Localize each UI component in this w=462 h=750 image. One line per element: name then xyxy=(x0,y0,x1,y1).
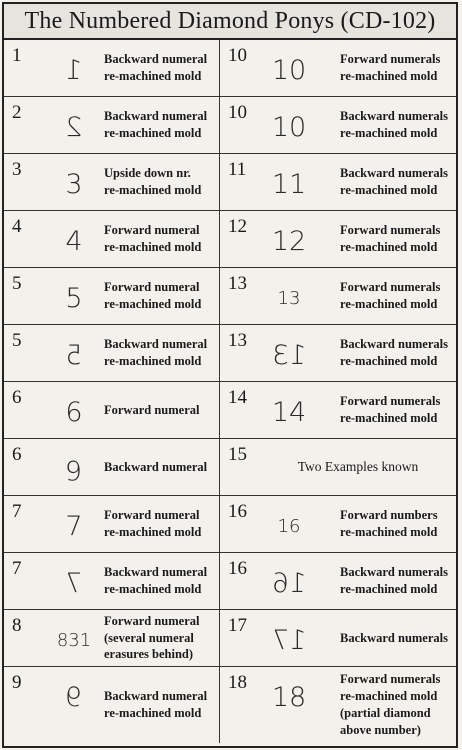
entry-number: 14 xyxy=(228,387,247,408)
entry-number: 7 xyxy=(12,501,22,522)
embossed-numeral: 13 xyxy=(271,339,307,371)
entry-number: 3 xyxy=(12,159,22,180)
table-cell xyxy=(220,40,456,97)
embossed-numeral: 2 xyxy=(65,111,83,143)
entry-number: 5 xyxy=(12,330,22,351)
table-cell xyxy=(220,496,456,553)
entry-number: 10 xyxy=(228,45,247,66)
entry-description: Backward numeral re-machined mold xyxy=(104,109,208,140)
table-cell xyxy=(220,610,456,667)
entry-description: Backward numerals re-machined mold xyxy=(340,109,448,140)
entry-description: Forward numerals re-machined mold (partial diamond above number) xyxy=(340,672,441,737)
entry-description: Forward numeral re-machined mold xyxy=(104,508,202,539)
table-cell xyxy=(4,496,220,553)
entry-description: Backward numerals re-machined mold xyxy=(340,166,448,197)
entry-description: Forward numerals re-machined mold xyxy=(340,52,441,83)
entry-number: 6 xyxy=(12,387,22,408)
entry-description: Forward numerals re-machined mold xyxy=(340,223,441,254)
table-cell xyxy=(4,325,220,382)
table-cell xyxy=(4,667,220,743)
entry-number: 16 xyxy=(228,558,247,579)
entry-number: 11 xyxy=(228,159,247,180)
table-cell xyxy=(220,268,456,325)
embossed-numeral: 7 xyxy=(65,510,83,542)
entry-description: Backward numerals re-machined mold xyxy=(340,565,448,596)
entry-description: Backward numeral re-machined mold xyxy=(104,565,208,596)
embossed-numeral: 14 xyxy=(271,396,307,428)
entry-description: Forward numeral re-machined mold xyxy=(104,223,202,254)
embossed-numeral: 6 xyxy=(65,453,83,485)
embossed-numeral: 10 xyxy=(271,111,307,143)
entry-number: 5 xyxy=(12,273,22,294)
embossed-numeral: 17 xyxy=(271,624,307,656)
embossed-numeral: 12 xyxy=(271,225,307,257)
entry-number: 9 xyxy=(12,672,22,693)
table-cell xyxy=(220,325,456,382)
entry-number: 13 xyxy=(228,273,247,294)
embossed-numeral: 10 xyxy=(271,54,307,86)
entry-description: Forward numbers re-machined mold xyxy=(340,508,438,539)
table-cell xyxy=(4,40,220,97)
entry-description: Forward numeral (several numeral erasures behind) xyxy=(104,613,200,662)
entry-number: 16 xyxy=(228,501,247,522)
table-cell xyxy=(4,97,220,154)
entry-number: 7 xyxy=(12,558,22,579)
entry-description: Backward numeral re-machined mold xyxy=(104,689,208,720)
entry-number: 17 xyxy=(228,615,247,636)
embossed-numeral: 18 xyxy=(271,681,307,713)
entry-number: 13 xyxy=(228,330,247,351)
entry-description: Two Examples known xyxy=(297,458,419,474)
embossed-numeral: 5 xyxy=(65,339,83,371)
entry-description: Forward numeral xyxy=(104,402,200,417)
table-cell xyxy=(220,154,456,211)
table-cell xyxy=(4,154,220,211)
embossed-numeral: 6 xyxy=(65,396,83,428)
table-cell xyxy=(4,439,220,496)
entry-description: Forward numeral re-machined mold xyxy=(104,280,202,311)
entry-number: 2 xyxy=(12,102,22,123)
embossed-numeral: 5 xyxy=(65,282,83,314)
table-cell xyxy=(220,211,456,268)
table-cell xyxy=(4,553,220,610)
entry-description: Backward numerals xyxy=(340,630,448,645)
embossed-numeral: 16 xyxy=(271,567,307,599)
entry-number: 6 xyxy=(12,444,22,465)
page-title: The Numbered Diamond Ponys (CD-102) xyxy=(2,2,458,40)
entry-number: 10 xyxy=(228,102,247,123)
entry-number: 1 xyxy=(12,45,22,66)
table-cell xyxy=(220,439,456,496)
entry-number: 18 xyxy=(228,672,247,693)
entry-description: Backward numeral re-machined mold xyxy=(104,337,208,368)
embossed-numeral: 16 xyxy=(277,515,301,537)
embossed-numeral: 831 xyxy=(56,629,92,651)
entry-description: Backward numeral xyxy=(104,459,208,474)
table-cell xyxy=(220,382,456,439)
entry-number: 8 xyxy=(12,615,22,636)
table-cell xyxy=(4,382,220,439)
entry-description: Forward numerals re-machined mold xyxy=(340,280,441,311)
embossed-numeral: 3 xyxy=(65,168,83,200)
embossed-numeral: 13 xyxy=(277,287,301,309)
numbered-pony-table xyxy=(2,40,458,748)
table-cell xyxy=(220,97,456,154)
entry-description: Backward numerals re-machined mold xyxy=(340,337,448,368)
embossed-numeral: 1 xyxy=(65,54,83,86)
entry-number: 4 xyxy=(12,216,22,237)
table-cell xyxy=(4,268,220,325)
embossed-numeral: 7 xyxy=(65,567,83,599)
entry-description: Forward numerals re-machined mold xyxy=(340,394,441,425)
entry-number: 12 xyxy=(228,216,247,237)
table-cell xyxy=(220,667,456,743)
entry-number: 15 xyxy=(228,444,247,465)
embossed-numeral: 11 xyxy=(271,168,307,200)
entry-description: Upside down nr. re-machined mold xyxy=(104,166,202,197)
embossed-numeral: 9 xyxy=(65,681,83,713)
table-cell xyxy=(4,610,220,667)
table-cell xyxy=(220,553,456,610)
embossed-numeral: 4 xyxy=(65,225,83,257)
entry-description: Backward numeral re-machined mold xyxy=(104,52,208,83)
table-cell xyxy=(4,211,220,268)
